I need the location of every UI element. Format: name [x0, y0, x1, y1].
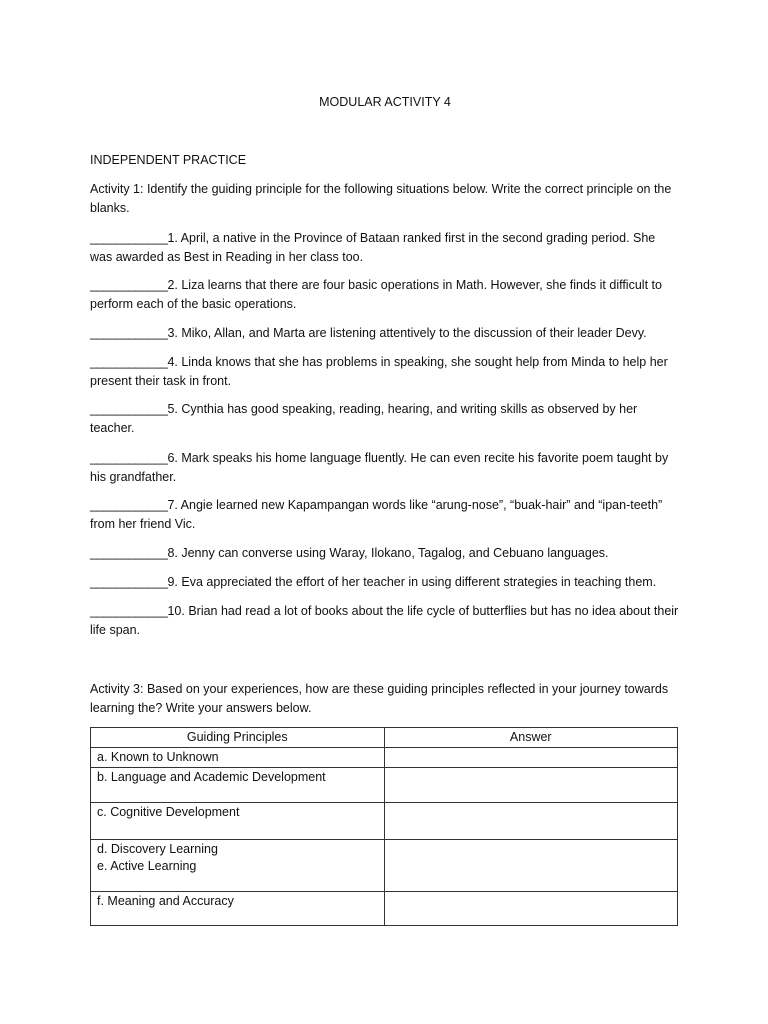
item-text: Eva appreciated the effort of her teacher in using different strategies in teaching them. [181, 575, 657, 589]
section-heading: INDEPENDENT PRACTICE [90, 153, 247, 167]
table-row [91, 892, 678, 926]
answer-cell[interactable] [384, 892, 678, 926]
principle-cell: a. Known to Unknown [91, 748, 385, 768]
answer-blank: ____________ [90, 402, 168, 416]
list-item [90, 602, 680, 640]
item-number: 6. [167, 451, 178, 465]
activity1-instructions: Activity 1: Identify the guiding principle for the following situations below. Write the correct principle on the blanks. [90, 182, 672, 215]
table-header-row [91, 728, 678, 748]
item-text: April, a native in the Province of Bataan ranked first in the second grading period. She was awarded as Best in Reading in her class too. [90, 231, 656, 264]
document-page [90, 0, 680, 1024]
guiding-principles-table [90, 727, 678, 926]
item-text: Cynthia has good speaking, reading, hearing, and writing skills as observed by her teacher. [90, 402, 638, 435]
answer-cell[interactable] [384, 748, 678, 768]
item-number: 9. [167, 575, 178, 589]
item-number: 7. [167, 498, 178, 512]
principle-line: d. Discovery Learning [97, 842, 218, 856]
list-item [90, 229, 680, 267]
table-row [91, 803, 678, 840]
list-item [90, 324, 680, 343]
item-number: 2. [167, 278, 178, 292]
answer-cell[interactable] [384, 768, 678, 803]
principle-cell: c. Cognitive Development [91, 803, 385, 840]
list-item [90, 276, 680, 314]
answer-blank: ____________ [90, 546, 168, 560]
answer-blank: ____________ [90, 278, 168, 292]
column-header-answer: Answer [384, 728, 678, 748]
item-number: 1. [167, 231, 178, 245]
answer-cell[interactable] [384, 803, 678, 840]
answer-blank: ____________ [90, 604, 168, 618]
item-text: Miko, Allan, and Marta are listening attentively to the discussion of their leader Devy. [181, 326, 647, 340]
table-row [91, 748, 678, 768]
list-item [90, 400, 680, 438]
column-header-principles: Guiding Principles [91, 728, 385, 748]
answer-blank: ____________ [90, 498, 168, 512]
list-item [90, 449, 680, 487]
principle-cell: f. Meaning and Accuracy [91, 892, 385, 926]
item-text: Brian had read a lot of books about the life cycle of butterflies but has no idea about their life span. [90, 604, 679, 637]
activity3-instructions: Activity 3: Based on your experiences, how are these guiding principles reflected in your journey towards learning the? Write your answers below. [90, 682, 669, 715]
item-number: 8. [167, 546, 178, 560]
answer-blank: ____________ [90, 231, 168, 245]
document-title: MODULAR ACTIVITY 4 [319, 95, 451, 109]
list-item [90, 573, 680, 592]
principle-cell [91, 840, 385, 892]
item-text: Mark speaks his home language fluently. He can even recite his favorite poem taught by his grandfather. [90, 451, 669, 484]
principle-cell: b. Language and Academic Development [91, 768, 385, 803]
list-item [90, 544, 680, 563]
item-number: 4. [167, 355, 178, 369]
answer-blank: ____________ [90, 355, 168, 369]
list-item [90, 496, 680, 534]
answer-blank: ____________ [90, 575, 168, 589]
item-number: 5. [167, 402, 178, 416]
answer-blank: ____________ [90, 326, 168, 340]
list-item [90, 353, 680, 391]
item-text: Jenny can converse using Waray, Ilokano, Tagalog, and Cebuano languages. [181, 546, 609, 560]
item-text: Liza learns that there are four basic operations in Math. However, she finds it difficult to perform each of the basic operations. [90, 278, 662, 311]
answer-blank: ____________ [90, 451, 168, 465]
answer-cell[interactable] [384, 840, 678, 892]
item-text: Linda knows that she has problems in speaking, she sought help from Minda to help her present their task in front. [90, 355, 668, 388]
principle-line: e. Active Learning [97, 859, 197, 873]
table-row [91, 840, 678, 892]
item-number: 3. [167, 326, 178, 340]
item-text: Angie learned new Kapampangan words like “arung-nose”, “buak-hair” and “ipan-teeth” from her friend Vic. [90, 498, 663, 531]
item-number: 10. [167, 604, 185, 618]
table-row [91, 768, 678, 803]
